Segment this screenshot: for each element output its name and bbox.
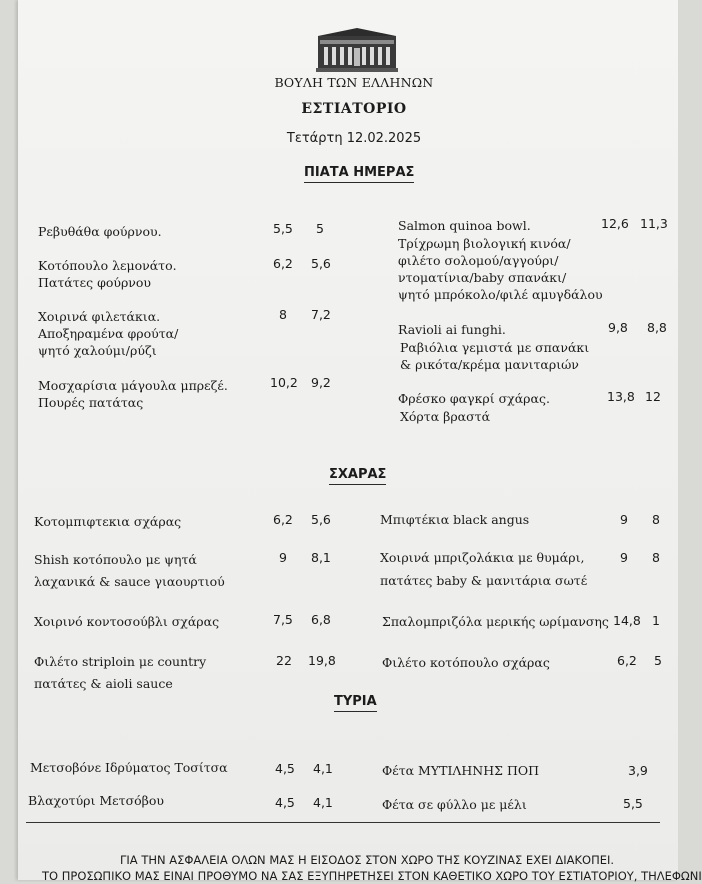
institution-name: ΒΟΥΛΗ ΤΩΝ ΕΛΛΗΝΩΝ: [274, 75, 434, 90]
price-discount: 8: [652, 512, 660, 527]
dish-name: Ρεβυθάθα φούρνου.: [38, 224, 162, 239]
price-full: 14,8: [613, 613, 641, 628]
price-full: 9,8: [608, 320, 628, 335]
dish-description: Αποξηραμένα φρούτα/: [38, 326, 179, 341]
price-discount: 5: [316, 221, 324, 236]
section-heading-cheese: ΤΥΡΙΑ: [334, 694, 377, 712]
dish-name: Βλαχοτύρι Μετσόβου: [28, 793, 164, 808]
price-discount: 7,2: [311, 307, 331, 322]
price-discount: 5,6: [311, 256, 331, 271]
restaurant-title: ΕΣΤΙΑΤΟΡΙΟ: [301, 101, 407, 117]
dish-description: ψητό μπρόκολο/φιλέ αμυγδάλου: [398, 287, 603, 302]
price-full: 9: [620, 550, 628, 565]
dish-name: Shish κοτόπουλο με ψητά: [34, 552, 197, 567]
dish-name: Φιλέτο κοτόπουλο σχάρας: [382, 655, 550, 670]
price-full: 13,8: [607, 389, 635, 404]
section-heading-daily: ΠΙΑΤΑ ΗΜΕΡΑΣ: [304, 165, 414, 183]
dish-name-cont: λαχανικά & sauce γιαουρτιού: [34, 574, 225, 589]
price-full: 3,9: [628, 763, 648, 778]
price-discount: 1: [652, 613, 660, 628]
footer-divider: [26, 822, 660, 823]
dish-name: Μοσχαρίσια μάγουλα μπρεζέ.: [38, 378, 228, 393]
price-full: 9: [620, 512, 628, 527]
dish-description: Χόρτα βραστά: [400, 409, 491, 424]
dish-name: Κοτομπιφτεκια σχάρας: [34, 514, 182, 529]
dish-name: Χοιρινό κοντοσούβλι σχάρας: [34, 614, 220, 629]
price-discount: 6,8: [311, 612, 331, 627]
price-full: 4,5: [275, 795, 295, 810]
price-discount: 8,8: [647, 320, 667, 335]
parliament-building-icon: [314, 26, 400, 74]
dish-name: Salmon quinoa bowl.: [398, 218, 531, 233]
price-discount: 9,2: [311, 375, 331, 390]
dish-name: Φρέσκο φαγκρί σχάρας.: [398, 391, 550, 406]
price-full: 5,5: [273, 221, 293, 236]
dish-name: Μπιφτέκια black angus: [380, 512, 530, 527]
price-discount: 4,1: [313, 795, 333, 810]
price-full: 8: [279, 307, 287, 322]
price-discount: 8,1: [311, 550, 331, 565]
dish-description: Ραβιόλια γεμιστά με σπανάκι: [400, 340, 590, 355]
dish-name: Χοιρινά φιλετάκια.: [38, 309, 161, 324]
price-full: 5,5: [623, 796, 643, 811]
dish-description: ψητό χαλούμι/ρύζι: [38, 343, 157, 358]
price-discount: 19,8: [308, 653, 336, 668]
menu-date: Τετάρτη 12.02.2025: [286, 131, 422, 146]
price-full: 6,2: [273, 256, 293, 271]
price-full: 6,2: [617, 653, 637, 668]
footer-notice-line-2: ΤΟ ΠΡΟΣΩΠΙΚΟ ΜΑΣ ΕΙΝΑΙ ΠΡΟΘΥΜΟ ΝΑ ΣΑΣ ΕΞΥΠΗΡΕΤΗΣΕΙ ΣΤΟΝ ΚΑΘΕΤΙΚΟ ΧΩΡΟ ΤΟΥ ΕΣΤΙΑΤΟΡΙΟΥ, ΤΗΛΕΦΩΝΙ: [42, 869, 702, 883]
dish-name: Φέτα σε φύλλο με μέλι: [382, 797, 527, 812]
dish-name: Κοτόπουλο λεμονάτο.: [38, 258, 177, 273]
price-full: 4,5: [275, 761, 295, 776]
dish-name: Σπαλομπριζόλα μερικής ωρίμανσης: [382, 614, 609, 629]
dish-name: Χοιρινά μπριζολάκια με θυμάρι,: [380, 550, 585, 565]
dish-description: Πουρές πατάτας: [38, 395, 144, 410]
price-discount: 8: [652, 550, 660, 565]
dish-name: Μετσοβόνε Ιδρύματος Τοσίτσα: [30, 760, 228, 775]
price-discount: 5,6: [311, 512, 331, 527]
price-discount: 4,1: [313, 761, 333, 776]
dish-description: φιλέτο σολομού/αγγούρι/: [398, 253, 559, 268]
dish-description: Πατάτες φούρνου: [38, 275, 152, 290]
dish-description: ντοματίνια/baby σπανάκι/: [398, 270, 567, 285]
dish-description: & ρικότα/κρέμα μανιταριών: [400, 357, 579, 372]
dish-name-cont: πατάτες & aioli sauce: [34, 676, 173, 691]
price-discount: 12: [645, 389, 661, 404]
price-full: 7,5: [273, 612, 293, 627]
price-full: 6,2: [273, 512, 293, 527]
price-full: 10,2: [270, 375, 298, 390]
dish-description: Τρίχρωμη βιολογική κινόα/: [398, 236, 571, 251]
price-full: 22: [276, 653, 292, 668]
price-discount: 11,3: [640, 216, 668, 231]
dish-name-cont: πατάτες baby & μανιτάρια σωτέ: [380, 573, 588, 588]
dish-name: Φιλέτο striploin με country: [34, 654, 207, 669]
price-full: 9: [279, 550, 287, 565]
price-full: 12,6: [601, 216, 629, 231]
price-discount: 5: [654, 653, 662, 668]
dish-name: Ravioli ai funghi.: [398, 322, 506, 337]
section-heading-grill: ΣΧΑΡΑΣ: [329, 467, 386, 485]
dish-name: Φέτα ΜΥΤΙΛΗΝΗΣ ΠΟΠ: [382, 763, 540, 778]
footer-notice-line-1: ΓΙΑ ΤΗΝ ΑΣΦΑΛΕΙΑ ΟΛΩΝ ΜΑΣ Η ΕΙΣΟΔΟΣ ΣΤΟΝ ΧΩΡΟ ΤΗΣ ΚΟΥΖΙΝΑΣ ΕΧΕΙ ΔΙΑΚΟΠΕΙ.: [120, 853, 615, 867]
